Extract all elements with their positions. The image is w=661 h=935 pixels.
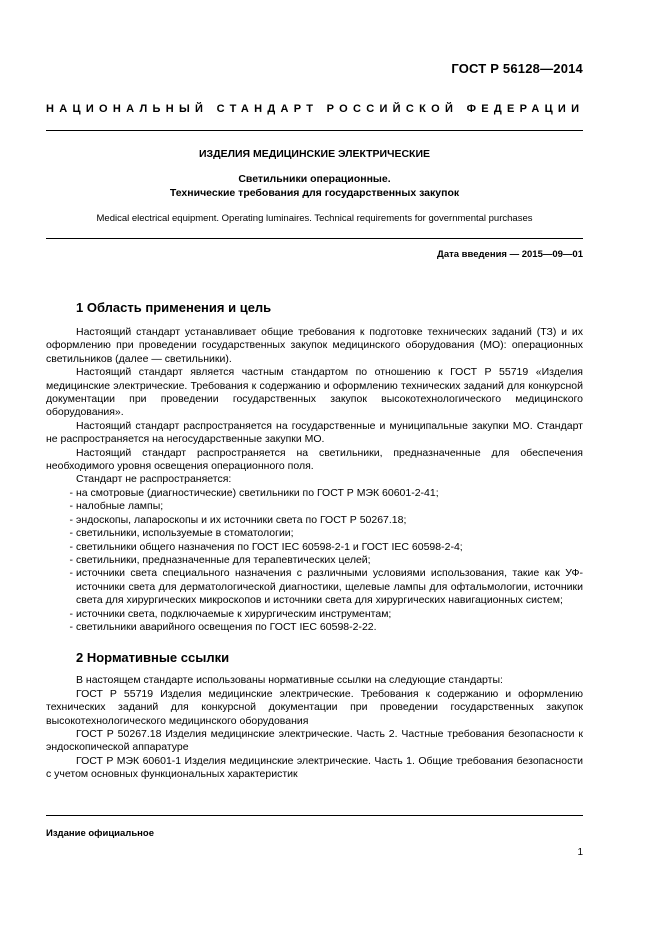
official-edition-label: Издание официальное bbox=[46, 828, 154, 839]
section-2-paragraph: В настоящем стандарте использованы нормативные ссылки на следующие стандарты: bbox=[76, 674, 503, 687]
section-2-paragraph: ГОСТ Р 50267.18 Изделия медицинские электрические. Часть 2. Частные требования безопасности к эндоскопической аппаратуре bbox=[46, 727, 583, 754]
list-item: - светильники, предназначенные для терапевтических целей; bbox=[46, 554, 583, 567]
list-item: - источники света, подключаемые к хирургическим инструментам; bbox=[46, 608, 583, 621]
exclusions-list bbox=[46, 487, 583, 634]
list-item: - эндоскопы, лапароскопы и их источники света по ГОСТ Р 50267.18; bbox=[46, 514, 583, 527]
document-title: ИЗДЕЛИЯ МЕДИЦИНСКИЕ ЭЛЕКТРИЧЕСКИЕ bbox=[198, 148, 431, 160]
top-divider bbox=[46, 130, 583, 131]
dash-marker: - bbox=[69, 567, 73, 580]
dash-marker: - bbox=[69, 607, 73, 620]
section-1-paragraph: Стандарт не распространяется: bbox=[76, 473, 232, 486]
standard-number: ГОСТ Р 56128—2014 bbox=[451, 61, 583, 76]
subtitle-line-1: Светильники операционные. bbox=[238, 173, 391, 185]
footer-divider bbox=[46, 815, 583, 816]
section-1-paragraph: Настоящий стандарт распространяется на государственные и муниципальные закупки МО. Стандарт не распространяется на негосударственные закупки МО. bbox=[46, 419, 583, 446]
section-1-paragraph: Настоящий стандарт устанавливает общие требования к подготовке технических заданий (ТЗ) и их оформлению при проведении государственных закупок медицинского оборудования (МО): операционных светильников (далее — светильники). bbox=[46, 326, 583, 365]
section-1-paragraph: Настоящий стандарт является частным стандартом по отношению к ГОСТ Р 55719 «Изделия медицинские электрические. Требования к содержанию и оформлению технических заданий для конкурсной документации при проведении государственных закупок высокотехнологического медицинского оборудования». bbox=[46, 366, 583, 419]
introduction-date: Дата введения — 2015—09—01 bbox=[437, 249, 583, 260]
list-item: - налобные лампы; bbox=[46, 500, 583, 513]
national-standard-title: НАЦИОНАЛЬНЫЙ СТАНДАРТ РОССИЙСКОЙ ФЕДЕРАЦИИ bbox=[46, 103, 585, 115]
document-body bbox=[46, 300, 583, 782]
document-subtitle bbox=[46, 172, 583, 200]
list-item: - на смотровые (диагностические) светильники по ГОСТ Р МЭК 60601-2-41; bbox=[46, 487, 583, 500]
subtitle-line-2: Технические требования для государственных закупок bbox=[169, 187, 460, 199]
page-number: 1 bbox=[577, 847, 583, 858]
section-1-heading: 1 Область применения и цель bbox=[76, 300, 272, 315]
dash-marker: - bbox=[69, 540, 73, 553]
list-item: - светильники общего назначения по ГОСТ IEC 60598-2-1 и ГОСТ IEC 60598-2-4; bbox=[46, 541, 583, 554]
list-item: - источники света специального назначения с различными условиями использования, такие как УФ-источники света для дерматологической диагностики, щелевые лампы для офтальмологии, источники света для хирургических микроскопов и источники света для хирургических навигационных систем; bbox=[46, 567, 583, 607]
section-1-paragraph: Настоящий стандарт распространяется на светильники, предназначенные для обеспечения необходимого уровня освещения операционного поля. bbox=[46, 446, 583, 473]
dash-marker: - bbox=[69, 500, 73, 513]
dash-marker: - bbox=[69, 486, 73, 499]
dash-marker: - bbox=[69, 527, 73, 540]
dash-marker: - bbox=[69, 513, 73, 526]
middle-divider bbox=[46, 238, 583, 239]
dash-marker: - bbox=[69, 553, 73, 566]
section-2-paragraph: ГОСТ Р 55719 Изделия медицинские электрические. Требования к содержанию и оформлению технических заданий для конкурсной документации при проведении государственных закупок высокотехнологического медицинского оборудования bbox=[46, 687, 583, 727]
section-2-heading: 2 Нормативные ссылки bbox=[76, 650, 230, 666]
dash-marker: - bbox=[69, 620, 73, 633]
section-2-paragraph: ГОСТ Р МЭК 60601-1 Изделия медицинские электрические. Часть 1. Общие требования безопасности с учетом основных функциональных характеристик bbox=[46, 754, 583, 781]
list-item: - светильники, используемые в стоматологии; bbox=[46, 527, 583, 540]
list-item: - светильники аварийного освещения по ГОСТ IEC 60598-2-22. bbox=[46, 621, 583, 634]
english-title: Medical electrical equipment. Operating luminaires. Technical requirements for governmental purchases bbox=[96, 213, 533, 224]
